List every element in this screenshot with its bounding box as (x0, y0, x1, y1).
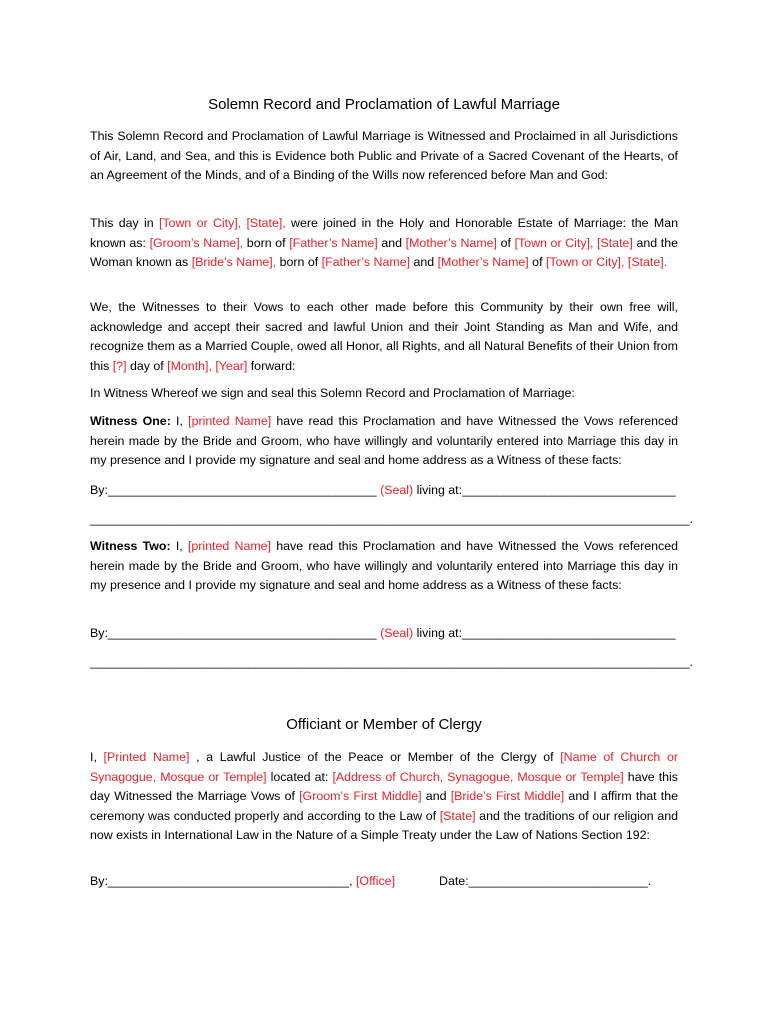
text: born of (243, 235, 290, 250)
text: of (528, 255, 546, 269)
text: have read this Proclamation and have Witnessed the Vows referenced herein made by the Bride and Groom, who have willingly and voluntarily entered into Marriage this day in my presence and I provide my signature and seal and home address as a Witness of these facts: (90, 539, 678, 592)
text: have this day Witnessed the Marriage Vows of (90, 769, 678, 803)
field-witness-two-name: [printed Name] (187, 539, 272, 553)
seal-label: (Seal) (380, 483, 414, 497)
text: I, (170, 539, 188, 553)
text: forward: (247, 358, 296, 373)
field-bride-father: [Father’s Name] (321, 255, 411, 269)
text: have read this Proclamation and have Witnessed the Vows referenced herein made by the Bride and Groom, who have willingly and voluntarily entered into Marriage this day in my presence and I provide my signature and seal and home address as a Witness of these facts: (90, 414, 678, 467)
text: and the Woman known as (90, 235, 678, 269)
witness-intro: In Witness Whereof we sign and seal this Solemn Record and Proclamation of Marriage: (90, 386, 575, 400)
union-paragraph (90, 214, 678, 273)
officiant-heading: Officiant or Member of Clergy (286, 716, 482, 733)
witness-one-address-line[interactable]: _______________________________________________________________________________________. (90, 512, 693, 526)
witness-two-signature-line[interactable] (90, 624, 678, 644)
address-blank[interactable]: living at:_______________________________ (413, 626, 676, 640)
field-witness-one-name: [printed Name] (188, 414, 272, 428)
field-bride-mother: [Mother’s Name] (437, 255, 529, 269)
officiant-signature-line[interactable] (90, 872, 678, 892)
text: located at: (266, 769, 333, 784)
text: born of (276, 255, 322, 269)
text: , a Lawful Justice of the Peace or Member of the Clergy of (189, 750, 561, 764)
witness-one-label: Witness One: (90, 414, 171, 428)
text: were joined in the Holy and Honorable Estate of Marriage: the Man known as: (90, 216, 678, 250)
text: day of (126, 358, 168, 373)
field-groom-father: [Father’s Name] (289, 235, 378, 250)
field-bride-first-middle: [Bride’s First Middle] (450, 789, 565, 803)
document-title: Solemn Record and Proclamation of Lawful Marriage (208, 96, 560, 113)
field-bride-town: [Town or City], [State]. (545, 255, 668, 269)
address-blank[interactable]: living at:_______________________________ (413, 483, 676, 497)
field-month-year: [Month], [Year] (167, 358, 248, 373)
signature-blank[interactable]: By:_______________________________________ (90, 483, 377, 497)
field-state: [State] (439, 808, 476, 823)
signature-blank[interactable]: By:_______________________________________ (90, 626, 377, 640)
field-office: [Office] (355, 874, 396, 888)
text: and (421, 789, 451, 803)
field-bride-name: [Bride’s Name], (191, 255, 277, 269)
field-groom-name: [Groom’s Name], (149, 235, 244, 250)
text: of (496, 235, 515, 250)
field-day: [?] (112, 358, 127, 373)
text: I, (170, 414, 189, 428)
preamble-paragraph: This Solemn Record and Proclamation of Lawful Marriage is Witnessed and Proclaimed in all Jurisdictions of Air, Land, and Sea, and this is Evidence both Public and Private of a Sacred Covenant of the Hearts, of an Agreement of the Minds, and of a Binding of the Wills now referenced before Man and God: (90, 129, 678, 182)
field-town-state: [Town or City], [State], (158, 216, 286, 230)
field-church-address: [Address of Church, Synagogue, Mosque or Temple] (332, 769, 624, 784)
signature-blank[interactable]: By:___________________________________, (90, 874, 356, 888)
field-groom-town: [Town or City], [State] (514, 235, 633, 250)
witness-two-label: Witness Two: (90, 539, 171, 553)
text: and (377, 235, 406, 250)
witness-one-paragraph (90, 412, 678, 471)
text: and (410, 255, 438, 269)
text: I, (90, 750, 104, 764)
witness-two-address-line[interactable]: _______________________________________________________________________________________. (90, 655, 693, 669)
witness-one-signature-line[interactable] (90, 481, 678, 501)
text: and the traditions of our religion and now exists in International Law in the Nature of a Simple Treaty under the Law of Nations Section 192: (90, 808, 679, 842)
field-church-name: [Name of Church or Synagogue, Mosque or Temple] (90, 750, 678, 784)
field-officiant-name: [Printed Name] (103, 750, 190, 764)
recognition-paragraph (90, 298, 678, 376)
text: We, the Witnesses to their Vows to each other made before this Community by their own free will, acknowledge and accept their sacred and lawful Union and their Joint Standing as Man and Wife, and recognize them as a Married Couple, owed all Honor, all Rights, and all Natural Benefits of their Union from this (90, 300, 678, 373)
field-groom-first-middle: [Groom’s First Middle] (299, 789, 422, 803)
officiant-paragraph (90, 748, 678, 846)
field-groom-mother: [Mother’s Name] (405, 235, 497, 250)
date-blank[interactable]: Date:__________________________. (439, 874, 652, 888)
text: and I affirm that the ceremony was conducted properly and according to the Law of (90, 789, 678, 823)
text: This day in (90, 216, 159, 230)
witness-two-paragraph (90, 537, 678, 596)
seal-label: (Seal) (380, 626, 414, 640)
